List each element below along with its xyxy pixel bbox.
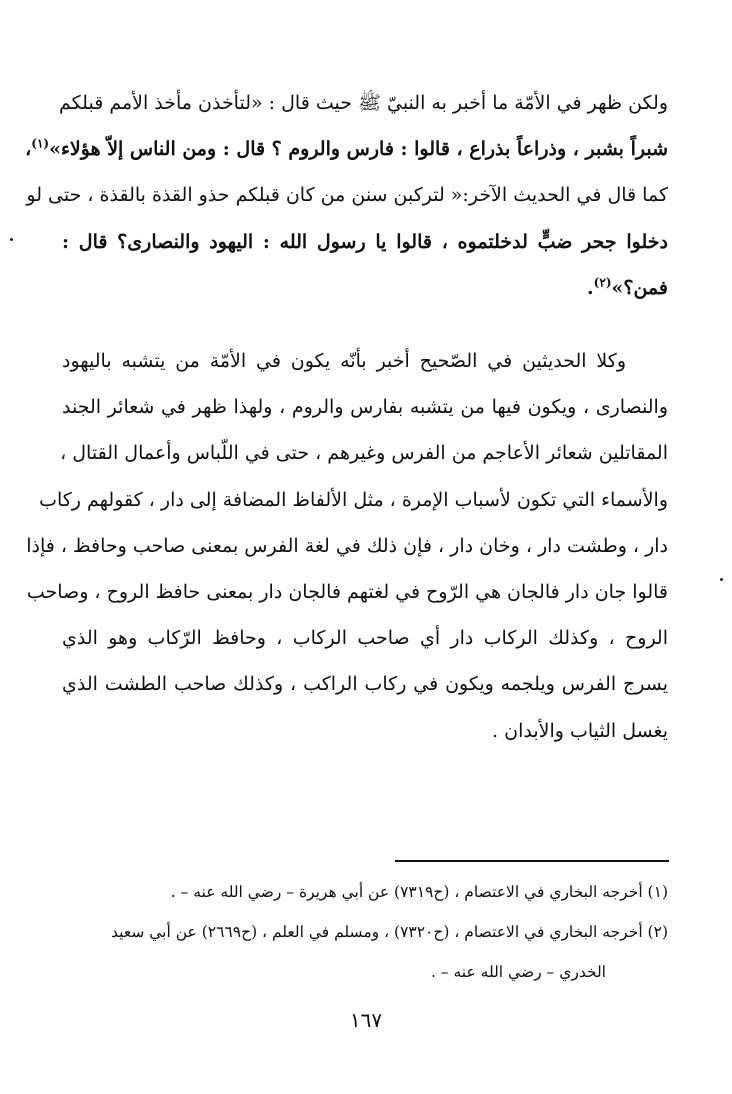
text-line: والأسماء التي تكون لأسباب الإمرة ، مثل الألفاظ المضافة إلى دار ، كقولهم ركاب [39, 488, 668, 511]
text-line [59, 80, 668, 126]
text-line: الروح ، وكذلك الركاب دار أي صاحب الركاب ، وحافظ الرّكاب وهو الذي [62, 627, 668, 650]
text-run: ولكن ظهر في الأمّة ما أخبر به النبيّ ﷺ حيث قال : «لتأخذن مأخذ الأمم قبلكم [59, 92, 668, 114]
text-line: والنصارى ، ويكون فيها من يتشبه بفارس والروم ، ولهذا ظهر في شعائر الجند [62, 396, 668, 419]
punctuation: . [587, 276, 594, 299]
text-line [25, 126, 668, 172]
text-line [26, 172, 668, 218]
footnote-marker: (١) [31, 136, 50, 151]
text-run: دخلوا جحر ضبٍّ لدخلتموه ، قالوا يا رسول الله : اليهود والنصارى؟ قال : [62, 230, 668, 253]
footnote-2-continued: الخدري – رضي الله عنه – . [430, 963, 606, 981]
footnote-1: (١) أخرجه البخاري في الاعتصام ، (ح٧٣١٩) عن أبي هريرة – رضي الله عنه – . [170, 883, 668, 901]
text-run: شبراً بشبر ، وذراعاً بذراع ، قالوا : فارس والروم ؟ قال : ومن الناس إلاّ هؤلاء» [49, 138, 668, 161]
text-run: فمن؟» [611, 276, 668, 299]
footnotes [62, 872, 668, 992]
text-line: يغسل الثياب والأبدان . [492, 719, 668, 742]
paragraph-hadith [25, 80, 668, 311]
paragraph-commentary [26, 338, 668, 754]
text-line: وكلا الحديثين في الصّحيح أخبر بأنّه يكون في الأمّة من يتشبه باليهود [62, 350, 626, 372]
page-number: ١٦٧ [349, 1008, 383, 1032]
footnote-2: (٢) أخرجه البخاري في الاعتصام ، (ح٧٣٢٠) ، ومسلم في العلم ، (ح٢٦٦٩) عن أبي سعيد [111, 923, 668, 941]
text-line [62, 265, 668, 311]
text-line: يسرج الفرس ويلجمه ويكون في ركاب الراكب ، وكذلك صاحب الطشت الذي [62, 673, 668, 696]
margin-mark-right [720, 578, 723, 581]
text-line: دار ، وطشت دار ، وخان دار ، فإن ذلك في لغة الفرس بمعنى صاحب وحافظ ، فإذا [26, 534, 668, 557]
footnote-separator [395, 860, 669, 862]
text-line: قالوا جان دار فالجان هي الرّوح في لغتهم فالجان دار بمعنى حافظ الروح ، وصاحب [26, 580, 668, 603]
punctuation: ، [25, 138, 32, 161]
text-line: المقاتلين شعائر الأعاجم من الفرس وغيرهم ، حتى في اللّباس وأعمال القتال ، [60, 442, 668, 465]
footnote-marker: (٢) [593, 275, 612, 290]
margin-mark-left [10, 238, 13, 241]
text-line [62, 219, 668, 265]
text-run: كما قال في الحديث الآخر:« لتركبن سنن من كان قبلكم حذو القذة بالقذة ، حتى لو [26, 184, 668, 207]
